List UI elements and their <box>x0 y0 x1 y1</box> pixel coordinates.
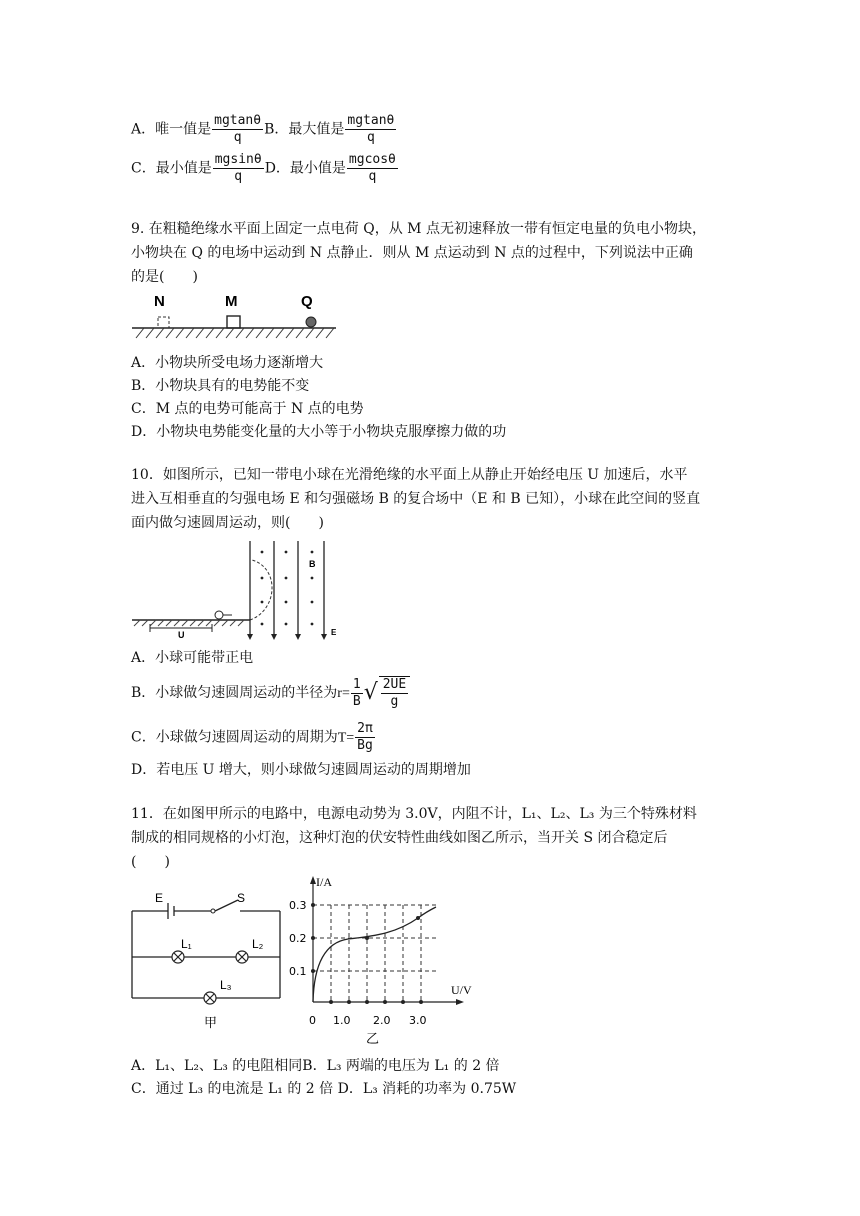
q8-d-denominator: q <box>368 169 377 184</box>
q10-option-c <box>131 721 376 754</box>
q11-graph-axes <box>313 880 460 1002</box>
q11-y-tick-0-2: 0.2 <box>289 932 307 945</box>
q11-options-ab: A．L₁、L₂、L₃ 的电阻相同B．L₃ 两端的电压为 L₁ 的 2 倍 <box>131 1058 500 1074</box>
q10-option-c-text: C．小球做匀速圆周运动的周期为 <box>131 729 338 746</box>
q10-option-c-t: T= <box>337 730 355 746</box>
q10-option-b-radicand <box>379 676 410 710</box>
q9-option-c: C．M 点的电势可能高于 N 点的电势 <box>131 401 364 417</box>
q9-option-b: B．小物块具有的电势能不变 <box>131 378 310 394</box>
q11-y-tick-0-3: 0.3 <box>289 899 307 912</box>
q10-c-denominator: Bg <box>357 738 373 753</box>
q11-stem-line-1: 11．在如图甲所示的电路中，电源电动势为 3.0V，内阻不计，L₁、L₂、L₃ 为三个特殊材料 <box>131 806 697 822</box>
q8-option-d-fraction <box>347 152 398 185</box>
q10-label-u: U <box>178 630 185 640</box>
q10-semicircle-path <box>250 560 272 620</box>
q11-x-axis-arrow <box>456 999 464 1005</box>
q9-label-n: N <box>154 293 165 310</box>
q9-option-d: D．小物块电势能变化量的大小等于小物块克服摩擦力做的功 <box>131 424 507 440</box>
q11-label-l2: L₂ <box>252 937 264 951</box>
q10-option-b-r: r= <box>337 686 350 701</box>
q10-b-numerator: 1 <box>352 676 361 692</box>
q8-option-c-fraction <box>213 152 264 185</box>
q10-magnetic-dots <box>261 551 314 626</box>
q8-option-b-label: B．最大值是 <box>264 121 345 138</box>
q11-label-l1: L₁ <box>181 937 192 951</box>
q11-circuit-diagram <box>128 885 296 1035</box>
q8-option-a-label: A．唯一值是 <box>131 121 212 138</box>
q8-b-numerator: mgtanθ <box>347 113 395 128</box>
q9-block-at-m <box>227 316 240 328</box>
q11-graph-caption: 乙 <box>366 1032 380 1047</box>
q8-a-numerator: mgtanθ <box>214 113 262 128</box>
q11-circuit-label-e: E <box>155 891 164 905</box>
q8-option-c-label: C．最小值是 <box>131 160 212 177</box>
q10-ball <box>215 611 223 619</box>
q8-option-b-fraction <box>345 113 396 146</box>
q8-options-ab <box>131 113 397 146</box>
q10-b-radicand-denominator: g <box>390 694 399 709</box>
q11-lamp-l2-icon <box>236 951 248 963</box>
q10-stem-line-3: 面内做匀速圆周运动，则( ) <box>131 515 324 531</box>
q10-label-e: E <box>331 628 337 637</box>
q10-b-denominator: B <box>352 693 361 709</box>
q11-lamp-l1-icon <box>172 951 184 963</box>
q8-option-a-fraction <box>212 113 263 146</box>
q10-option-c-frac <box>355 721 375 754</box>
q10-field-arrows <box>247 634 327 640</box>
q10-option-b <box>131 676 411 710</box>
q11-x-tick-1: 1.0 <box>333 1014 351 1027</box>
q8-a-denominator: q <box>233 130 242 145</box>
q9-block-at-n <box>158 317 169 328</box>
q8-d-numerator: mgcosθ <box>348 152 396 167</box>
q9-stem-line-3: 的是( ) <box>131 269 198 285</box>
q9-figure <box>128 290 338 340</box>
q11-y-axis-label: I/A <box>316 875 332 889</box>
q10-option-b-radical-sign: √ <box>363 680 378 705</box>
q10-label-b: B <box>309 559 316 569</box>
q9-label-q: Q <box>301 293 313 310</box>
q11-lamp-l3-icon <box>204 992 216 1004</box>
q11-options-cd: C．通过 L₃ 的电流是 L₁ 的 2 倍 D．L₃ 消耗的功率为 0.75W <box>131 1081 517 1097</box>
q11-y-tick-0-1: 0.1 <box>289 965 307 978</box>
q10-b-radicand-numerator: 2UE <box>382 677 407 692</box>
q8-c-numerator: mgsinθ <box>214 152 262 167</box>
q11-x-tick-3: 3.0 <box>409 1014 427 1027</box>
q11-iv-graph <box>288 870 488 1050</box>
q9-stem-line-1: 9. 在粗糙绝缘水平面上固定一点电荷 Q，从 M 点无初速释放一带有恒定电量的负电小物块， <box>131 221 706 237</box>
q8-option-d-label: D．最小值是 <box>264 160 346 177</box>
q10-stem-line-1: 10．如图所示，已知一带电小球在光滑绝缘的水平面上从静止开始经电压 U 加速后，水平 <box>131 467 688 483</box>
q11-stem-line-3: ( ) <box>131 854 170 870</box>
q11-switch-contact <box>211 909 215 913</box>
q9-label-m: M <box>225 293 238 310</box>
q9-ground-hatch <box>136 328 334 338</box>
q11-circuit-label-s: S <box>237 891 246 905</box>
q9-charge-q <box>306 317 316 327</box>
q10-c-numerator: 2π <box>357 721 373 736</box>
q8-c-denominator: q <box>234 169 243 184</box>
q10-option-d: D．若电压 U 增大，则小球做匀速圆周运动的周期增加 <box>131 762 471 778</box>
q11-x-tick-2: 2.0 <box>373 1014 391 1027</box>
q11-stem-line-2: 制成的相同规格的小灯泡，这种灯泡的伏安特性曲线如图乙所示，当开关 S 闭合稳定后 <box>131 830 668 846</box>
q11-label-l3: L₃ <box>220 978 232 992</box>
q10-stem-line-2: 进入互相垂直的匀强电场 E 和匀强磁场 B 的复合场中（E 和 B 已知），小球在此空间的竖直 <box>131 491 701 507</box>
q10-field-lines <box>250 541 324 636</box>
q11-circuit-caption: 甲 <box>204 1016 218 1031</box>
q10-option-a: A．小球可能带正电 <box>131 650 254 666</box>
q9-stem-line-2: 小物块在 Q 的电场中运动到 N 点静止．则从 M 点运动到 N 点的过程中，下列说法中正确 <box>131 245 693 261</box>
q11-x-axis-label: U/V <box>451 983 472 997</box>
q11-graph-points <box>311 903 423 1004</box>
q10-option-b-frac <box>351 677 363 710</box>
q8-options-cd <box>131 152 399 185</box>
q11-x-tick-0: 0 <box>309 1014 316 1027</box>
q10-option-b-text: B．小球做匀速圆周运动的半径为 <box>131 685 338 701</box>
q9-option-a: A．小物块所受电场力逐渐增大 <box>131 355 324 371</box>
q10-figure <box>128 538 348 642</box>
q8-b-denominator: q <box>366 130 375 145</box>
